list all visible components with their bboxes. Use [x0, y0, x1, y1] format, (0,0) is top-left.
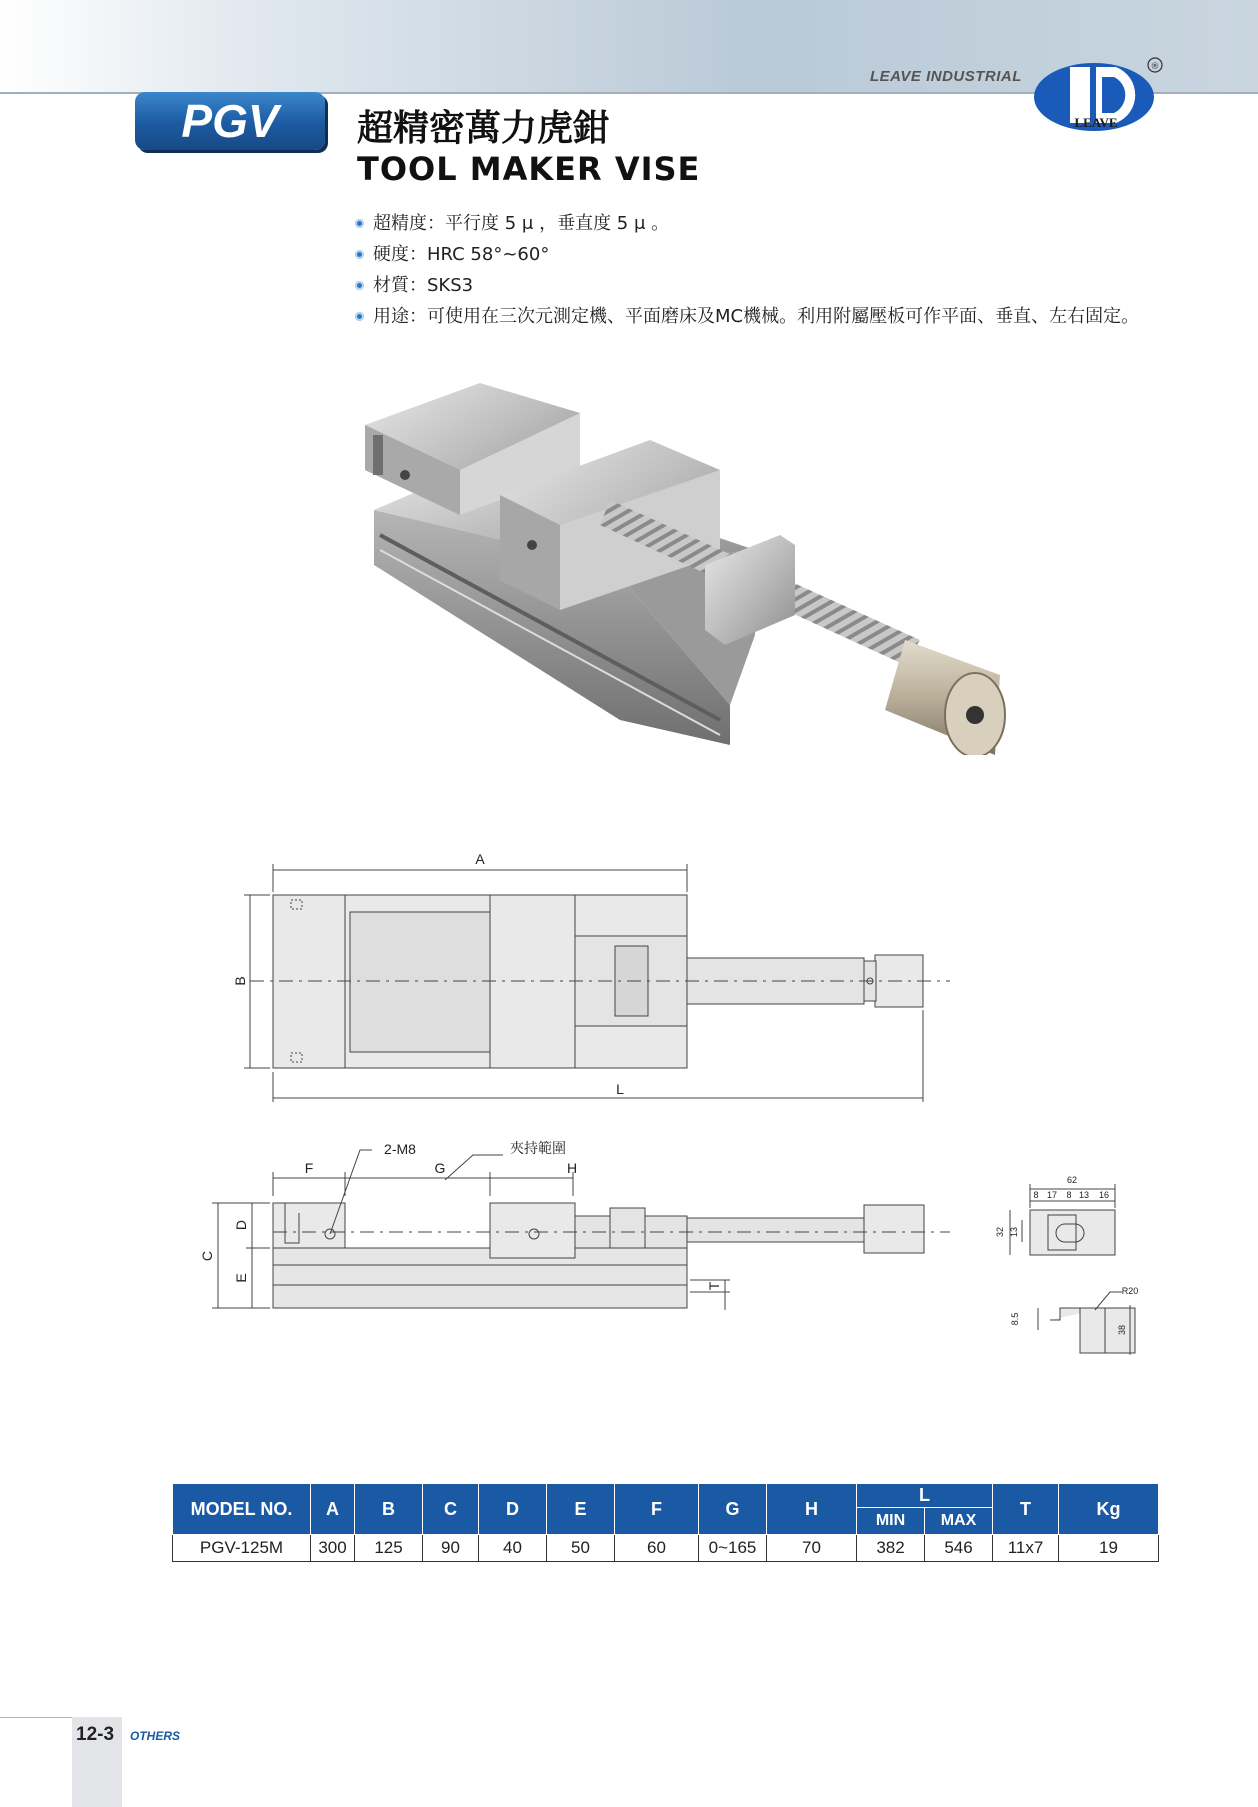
feature-item: 材質：SKS3: [355, 270, 1139, 301]
registered-mark: ®: [1150, 62, 1160, 72]
header-b: B: [355, 1484, 423, 1535]
cell-kg: 19: [1059, 1535, 1159, 1562]
cell-g: 0~165: [699, 1535, 767, 1562]
cell-f: 60: [615, 1535, 699, 1562]
cell-c: 90: [423, 1535, 479, 1562]
brand-name: LEAVE INDUSTRIAL: [870, 68, 1022, 85]
header-c: C: [423, 1484, 479, 1535]
svg-text:17: 17: [1046, 1190, 1058, 1200]
dim-label-e: E: [233, 1273, 249, 1283]
page-number: 12-3: [76, 1724, 115, 1745]
cell-d: 40: [479, 1535, 547, 1562]
cell-b: 125: [355, 1535, 423, 1562]
bullet-icon: [355, 219, 364, 228]
header-l-max: MAX: [925, 1508, 993, 1535]
feature-item: 超精度：平行度 5 μ ，垂直度 5 μ 。: [355, 208, 1139, 239]
header-g: G: [699, 1484, 767, 1535]
dim-label-b: B: [232, 976, 248, 986]
model-badge: PGV: [135, 92, 325, 150]
dim-label-t: T: [706, 1281, 722, 1291]
header-e: E: [547, 1484, 615, 1535]
dim-label-f: F: [304, 1160, 314, 1176]
svg-text:13: 13: [1078, 1190, 1090, 1200]
header-a: A: [311, 1484, 355, 1535]
svg-text:R20: R20: [1121, 1286, 1139, 1296]
bullet-icon: [355, 281, 364, 290]
header-t: T: [993, 1484, 1059, 1535]
company-logo: [1030, 55, 1168, 135]
svg-text:32: 32: [995, 1226, 1005, 1238]
dim-label-h: H: [566, 1160, 578, 1176]
cell-l-min: 382: [857, 1535, 925, 1562]
cell-t: 11x7: [993, 1535, 1059, 1562]
dim-label-l: L: [616, 1081, 624, 1097]
cell-e: 50: [547, 1535, 615, 1562]
svg-text:8: 8: [1033, 1190, 1039, 1200]
dim-label-g: G: [434, 1160, 446, 1176]
bullet-icon: [355, 312, 364, 321]
product-photo: [360, 375, 1060, 755]
cell-h: 70: [767, 1535, 857, 1562]
svg-text:13: 13: [1009, 1226, 1019, 1238]
header-f: F: [615, 1484, 699, 1535]
header-d: D: [479, 1484, 547, 1535]
feature-item: 硬度：HRC 58°~60°: [355, 239, 1139, 270]
thread-label: 2-M8: [384, 1141, 416, 1157]
svg-text:62: 62: [1066, 1175, 1078, 1185]
svg-text:16: 16: [1098, 1190, 1110, 1200]
header-h: H: [767, 1484, 857, 1535]
cell-model: PGV-125M: [173, 1535, 311, 1562]
svg-text:8.5: 8.5: [1010, 1312, 1020, 1326]
header-model: MODEL NO.: [173, 1484, 311, 1535]
header-kg: Kg: [1059, 1484, 1159, 1535]
section-label: OTHERS: [130, 1729, 181, 1743]
dim-label-a: A: [475, 851, 485, 867]
clamp-range-label: 夾持範圍: [510, 1140, 566, 1156]
cell-a: 300: [311, 1535, 355, 1562]
header-l: L: [857, 1484, 993, 1508]
dim-label-c: C: [199, 1250, 215, 1262]
cell-l-max: 546: [925, 1535, 993, 1562]
spec-table: [172, 1483, 1159, 1562]
svg-text:38: 38: [1117, 1324, 1127, 1336]
bullet-icon: [355, 250, 364, 259]
dim-label-d: D: [233, 1219, 249, 1231]
technical-drawing: [190, 840, 1150, 1400]
logo-text: LEAVE: [1074, 115, 1118, 130]
header-l-min: MIN: [857, 1508, 925, 1535]
svg-text:8: 8: [1066, 1190, 1072, 1200]
feature-list: [355, 208, 1139, 332]
title-english: TOOL MAKER VISE: [357, 150, 701, 188]
feature-item: 用途：可使用在三次元測定機、平面磨床及MC機械。利用附屬壓板可作平面、垂直、左右固定。: [355, 301, 1139, 332]
title-chinese: 超精密萬力虎鉗: [357, 108, 610, 149]
table-row: [173, 1535, 1159, 1562]
